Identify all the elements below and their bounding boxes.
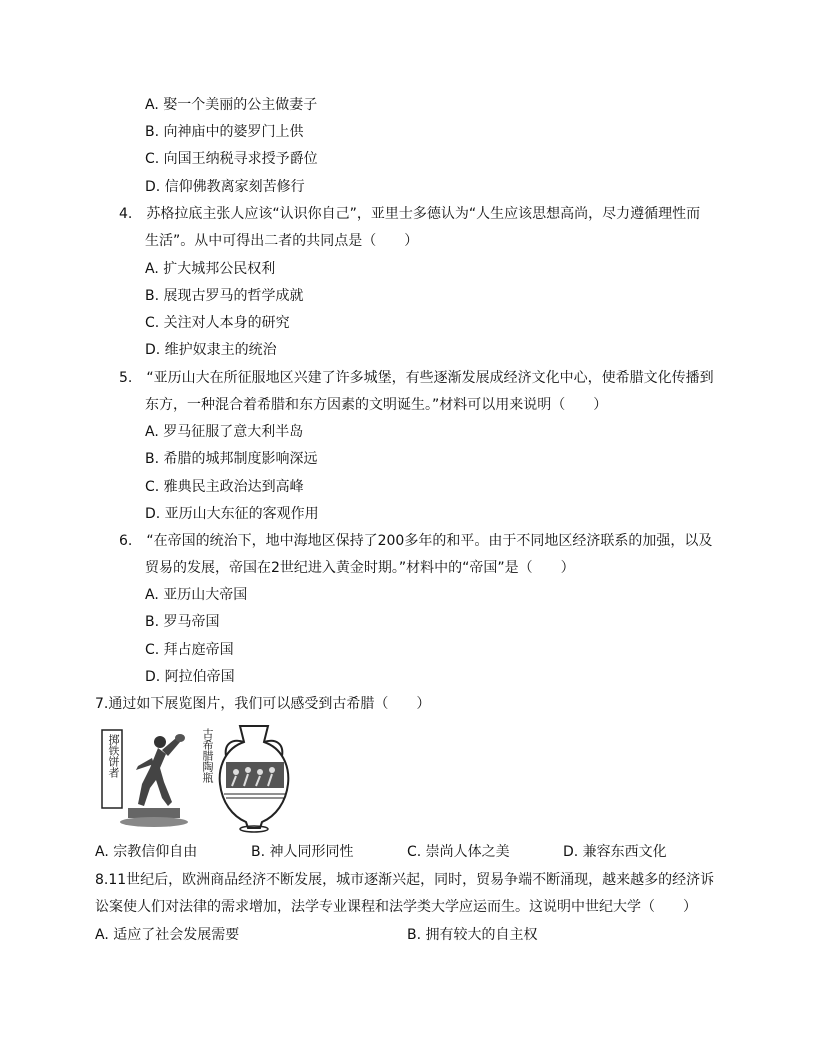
q4-option-c: C. 关注对人本身的研究 bbox=[145, 315, 290, 331]
q5-stem-line2: 东方，一种混合着希腊和东方因素的文明诞生。”材料可以用来说明（ ） bbox=[145, 397, 608, 413]
q6-stem-line2: 贸易的发展，帝国在2世纪进入黄金时期。”材料中的“帝国”是（ ） bbox=[145, 560, 575, 576]
q6-option-c: C. 拜占庭帝国 bbox=[145, 642, 234, 658]
q5-option-a: A. 罗马征服了意大利半岛 bbox=[145, 424, 304, 440]
q6-option-b: B. 罗马帝国 bbox=[145, 614, 220, 630]
q8-stem-line2: 讼案使人们对法律的需求增加，法学专业课程和法学类大学应运而生。这说明中世纪大学（ ） bbox=[95, 899, 697, 915]
q7-option-a: A. 宗教信仰自由 bbox=[95, 844, 198, 860]
q5-stem-line1: 5. “亚历山大在所征服地区兴建了许多城堡，有些逐渐发展成经济文化中心，使希腊文化传播到 bbox=[119, 370, 714, 386]
q3-option-d: D. 信仰佛教离家刻苦修行 bbox=[145, 179, 305, 195]
discobolus-image bbox=[98, 724, 188, 834]
q4-stem-line2: 生活”。从中可得出二者的共同点是（ ） bbox=[145, 233, 419, 249]
amphora-icon bbox=[196, 722, 296, 834]
vase-caption: 古希腊陶瓶 bbox=[201, 728, 214, 783]
q8-option-a: A. 适应了社会发展需要 bbox=[95, 927, 240, 943]
q3-option-c: C. 向国王纳税寻求授予爵位 bbox=[145, 151, 318, 167]
greek-vase-image bbox=[196, 722, 296, 834]
q6-option-d: D. 阿拉伯帝国 bbox=[145, 669, 235, 685]
q4-option-a: A. 扩大城邦公民权利 bbox=[145, 261, 276, 277]
q3-option-b: B. 向神庙中的婆罗门上供 bbox=[145, 124, 304, 140]
q7-stem: 7.通过如下展览图片，我们可以感受到古希腊（ ） bbox=[95, 696, 431, 712]
q5-option-b: B. 希腊的城邦制度影响深远 bbox=[145, 451, 318, 467]
q4-stem-line1: 4. 苏格拉底主张人应该“认识你自己”，亚里士多德认为“人生应该思想高尚，尽力遵循理性而 bbox=[119, 206, 701, 222]
q8-stem-line1: 8.11世纪后，欧洲商品经济不断发展，城市逐渐兴起，同时，贸易争端不断涌现，越来越多的经济诉 bbox=[95, 872, 715, 888]
q8-option-b: B. 拥有较大的自主权 bbox=[407, 927, 538, 943]
q7-option-c: C. 崇尚人体之美 bbox=[407, 844, 510, 860]
q4-option-b: B. 展现古罗马的哲学成就 bbox=[145, 288, 304, 304]
q3-option-a: A. 娶一个美丽的公主做妻子 bbox=[145, 97, 318, 113]
q5-option-d: D. 亚历山大东征的客观作用 bbox=[145, 506, 319, 522]
q7-option-b: B. 神人同形同性 bbox=[251, 844, 354, 860]
q6-stem-line1: 6. “在帝国的统治下，地中海地区保持了200多年的和平。由于不同地区经济联系的加强，以及 bbox=[119, 533, 713, 549]
q7-option-d: D. 兼容东西文化 bbox=[563, 844, 667, 860]
q4-option-d: D. 维护奴隶主的统治 bbox=[145, 342, 277, 358]
q5-option-c: C. 雅典民主政治达到高峰 bbox=[145, 479, 304, 495]
q6-option-a: A. 亚历山大帝国 bbox=[145, 587, 248, 603]
discobolus-caption: 掷铁饼者 bbox=[107, 734, 120, 778]
